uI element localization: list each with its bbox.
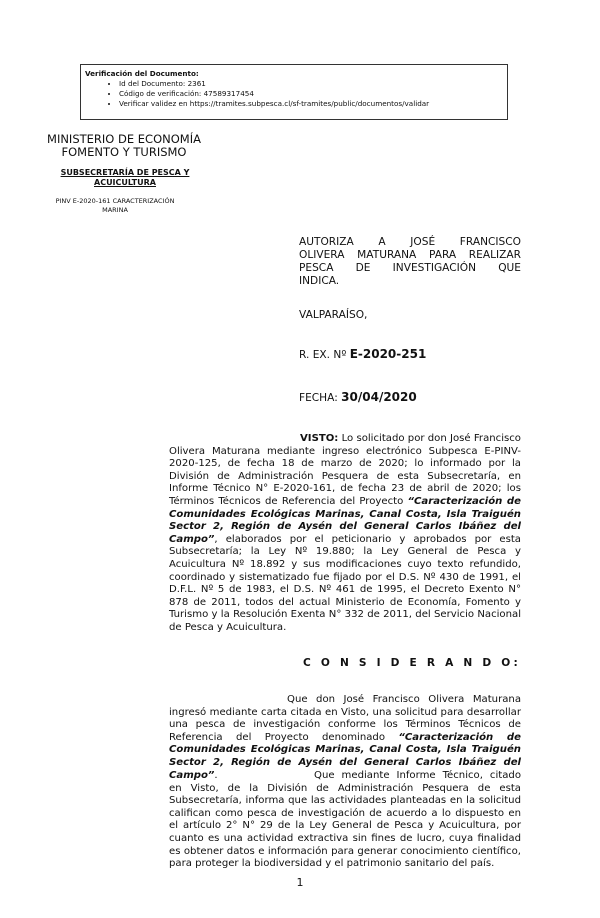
verification-list bbox=[85, 79, 507, 109]
visto-text-1: Lo solicitado por don José Francisco Olivera Maturana mediante ingreso electrónico Subpesca E-PINV-2020-125, de fecha 18 de marzo de 2020; lo informado por la División de Administración Pesquera de esta Subsecretaría, en Informe Técnico N° E-2020-161, de fecha 23 de abril de 2020; los Términos Técnicos de Referencia del Proyecto bbox=[169, 433, 521, 507]
visto-label: VISTO: bbox=[300, 433, 339, 444]
subsecretaria-line-2: ACUICULTURA bbox=[94, 178, 156, 187]
summary-line-2: OLIVERA MATURANA PARA REALIZAR bbox=[299, 249, 521, 261]
document-id: • Id del Documento: 2361 bbox=[119, 79, 507, 89]
visto-paragraph bbox=[169, 433, 521, 635]
date-label: FECHA: bbox=[299, 392, 338, 404]
summary-line-4: INDICA. bbox=[299, 275, 340, 287]
resolution-value: E-2020-251 bbox=[349, 347, 427, 361]
date-value: 30/04/2020 bbox=[341, 390, 417, 404]
cons1-text-2: . bbox=[214, 769, 218, 781]
visto-text-2: , elaborados por el peticionario y aprobados por esta Subsecretaría; la Ley Nº 19.880; la Ley General de Pesca y Acuicultura Nº 18.892 y sus modificaciones cuyo texto refundido, coordinado y sistematizado fue fijado por el D.S. Nº 430 de 1991, el D.F.L. Nº 5 de 1983, el D.S. Nº 461 de 1995, el Decreto Exento N° 878 de 2011, todos del actual Ministerio de Economía, Fomento y Turismo y la Resolución Exenta N° 332 de 2011, del Servicio Nacional de Pesca y Acuicultura. bbox=[169, 533, 521, 633]
verification-code: • Código de verificación: 47589317454 bbox=[119, 89, 507, 99]
cons2-text-1: Que mediante Informe Técnico, citado en Visto, de la División de Administración Pesquera de esta Subsecretaría, informa que las actividades planteadas en la solicitud califican como pesca de investigación de acuerdo a lo dispuesto en el artículo 2° N° 29 de la Ley General de Pesca y Acuicultura, por cuanto es una actividad extractiva sin fines de lucro, cuya finalidad es obtener datos e información para generar conocimiento científico, para proteger la biodiversidad y el patrimonio sanitario del país. bbox=[169, 770, 521, 870]
place: VALPARAÍSO, bbox=[299, 309, 368, 321]
verification-title: Verificación del Documento: bbox=[85, 69, 199, 78]
summary-line-1: AUTORIZA A JOSÉ FRANCISCO bbox=[299, 236, 521, 248]
reference-line-1: PINV E-2020-161 CARACTERIZACIÓN bbox=[55, 197, 175, 205]
considerando-heading: C O N S I D E R A N D O: bbox=[303, 657, 521, 669]
resolution-date bbox=[299, 390, 417, 404]
verification-url[interactable]: • Verificar validez en https://tramites.subpesca.cl/sf-tramites/public/documentos/validar bbox=[119, 99, 507, 109]
page-number: 1 bbox=[296, 876, 304, 889]
reference-line-2: MARINA bbox=[102, 205, 128, 214]
ministry-line-2: FOMENTO Y TURISMO bbox=[61, 145, 187, 159]
resolution-summary bbox=[299, 236, 521, 288]
subsecretaria-name bbox=[40, 168, 210, 188]
considerando-paragraph-1 bbox=[169, 694, 521, 782]
resolution-label: R. EX. Nº bbox=[299, 349, 347, 361]
considerando-paragraph-2 bbox=[169, 770, 521, 871]
verification-box bbox=[80, 64, 508, 120]
visto-project-name: “Caracterización de Comunidades Ecológicas Marinas, Canal Costa, Isla Traiguén Sector 2, Región de Aysén del General Carlos Ibáñez del Campo” bbox=[169, 495, 521, 545]
ministry-line-1: MINISTERIO DE ECONOMÍA bbox=[47, 132, 201, 146]
cons1-project-name: “Caracterización de Comunidades Ecológicas Marinas, Canal Costa, Isla Traiguén Sector 2, Región de Aysén del General Carlos Ibáñez del Campo” bbox=[169, 731, 521, 781]
resolution-number bbox=[299, 347, 426, 361]
subsecretaria-line-1: SUBSECRETARÍA DE PESCA Y bbox=[60, 168, 190, 177]
ministry-name bbox=[18, 133, 230, 159]
summary-line-3: PESCA DE INVESTIGACIÓN QUE bbox=[299, 262, 521, 274]
cons1-text-1: Que don José Francisco Olivera Maturana ingresó mediante carta citada en Visto, una solicitud para desarrollar una pesca de investigación conforme los Términos Técnicos de Referencia del Proyecto denominado bbox=[169, 694, 521, 743]
reference-code bbox=[20, 197, 210, 214]
